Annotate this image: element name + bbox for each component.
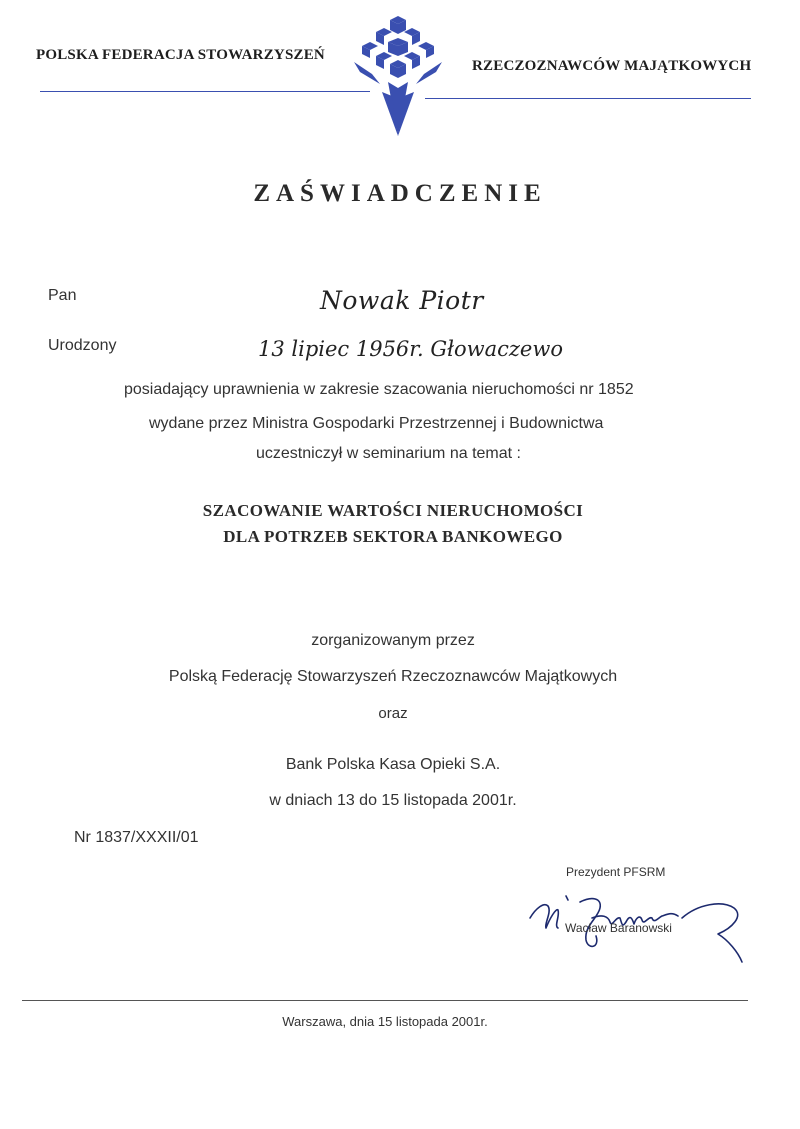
organizer-federation: Polską Federację Stowarzyszeń Rzeczoznawców Majątkowych [168,668,618,685]
seminar-topic-line2: DLA POTRZEB SEKTORA BANKOWEGO [223,527,563,546]
header-divider-right [425,98,751,99]
conjunction-and: oraz [378,705,408,722]
document-title: ZAŚWIADCZENIE [253,180,547,207]
birth-info: 13 lipiec 1956r. Głowaczewo [258,337,563,361]
recipient-name: Nowak Piotr [320,286,484,315]
footer-divider [22,1000,748,1001]
place-and-date: Warszawa, dnia 15 listopada 2001r. [282,1014,488,1029]
label-pan: Pan [48,287,77,304]
label-born: Urodzony [48,337,117,354]
pfsrm-logo-icon [352,12,444,136]
certificate-number: Nr 1837/XXXII/01 [74,829,199,846]
participation-line: uczestniczył w seminarium na temat : [256,445,521,462]
organizer-bank: Bank Polska Kasa Opieki S.A. [285,756,501,773]
seminar-topic-line1: SZACOWANIE WARTOŚCI NIERUCHOMOŚCI [202,501,584,520]
president-title: Prezydent PFSRM [566,865,666,879]
header-left-text: POLSKA FEDERACJA STOWARZYSZEŃ [36,47,325,63]
organized-by: zorganizowanym przez [311,632,475,649]
qualification-line: posiadający uprawnienia w zakresie szacowania nieruchomości nr 1852 [124,381,634,398]
signer-name: Wacław Baranowski [565,921,672,935]
header-right-text: RZECZOZNAWCÓW MAJĄTKOWYCH [472,58,752,74]
seminar-dates: w dniach 13 do 15 listopada 2001r. [269,792,517,809]
issuer-line: wydane przez Ministra Gospodarki Przestrzennej i Budownictwa [149,415,604,432]
header-divider-left [40,91,370,92]
